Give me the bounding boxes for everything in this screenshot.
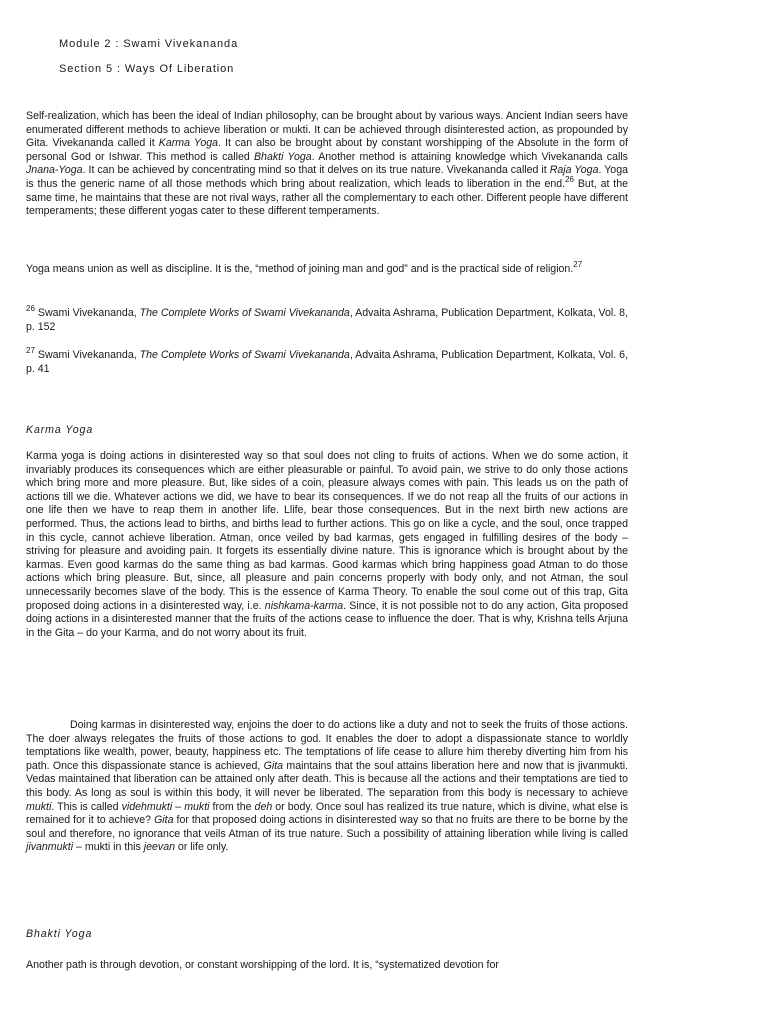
yoga-definition-paragraph: Yoga means union as well as discipline. It is the, “method of joining man and god” and is the practical side of religion.$^{27}$ — [26, 260, 583, 275]
term-raja-yoga: Raja Yoga — [549, 164, 599, 177]
footnote-title: The Complete Works of Swami Vivekananda — [139, 307, 350, 319]
footnote-27: $^{27}$ Swami Vivekananda, The Complete Works of Swami Vivekananda, Advaita Ashrama, Publication Department, Kolkata, Vol. 6, p. 41 — [26, 346, 629, 375]
karma-paragraph-2: Doing karmas in disinterested way, enjoins the doer to do actions like a duty and not to seek the fruits of those actions. The doer always relegates the fruits of those actions to god. It enables the doer to adopt a dispassionate stance to worldly temptations like wealth, power, beauty, happiness etc. The temptations of life cease to allure him thereby diverting him from his path. Once this dispassionate stance is achieved, Gita maintains that the soul attains liberation here and now that is jivanmukti. Vedas maintained that liberation can be attained only after death. This is because all the actions and their temptations are tied to this body. As long as soul is within this body, it will never be liberated. The separation from this body is necessary to achieve mukti. This is called videhmukti – mukti from the deh or body. Once soul has realized its true nature, which is divine, what else is remained for it to achieve? Gita for that proposed doing actions in disinterested way so that no fruits are there to be borne by the soul and therefore, no ignorance that veils Atman of its true nature. Such a possibility of attaining liberation while living is called jivanmukti – mukti in this jeevan or life only. — [26, 719, 629, 854]
footnote-ref-27: 27 — [573, 260, 583, 269]
bhakti-paragraph-1: Another path is through devotion, or constant worshipping of the lord. It is, “systematized devotion for — [26, 959, 499, 971]
heading-bhakti-yoga: Bhakti Yoga — [26, 928, 93, 940]
intro-paragraph: Self-realization, which has been the ideal of Indian philosophy, can be brought about by various ways. Ancient Indian seers have enumerated different methods to achieve liberation or mukti. It can be achieved through disinterested action, as propounded by Gita. Vivekananda called it Karma Yoga. It can also be brought about by constant worshipping of the Absolute in the form of personal God or Ishwar. This method is called Bhakti Yoga. Another method is attaining knowledge which Vivekananda calls Jnana-Yoga. It can be achieved by concentrating mind so that it delves on its true nature. Vivekananda called it Raja Yoga. Yoga is thus the generic name of all those methods which bring about realization, which leads to liberation in the end.$^{26}$ But, at the same time, he maintains that these are not rival ways, rather all the complementary to each other. Different people have different temperaments; these different yogas cater to these different temperaments. — [26, 110, 628, 218]
footnote-ref-26: 26 — [565, 174, 575, 184]
module-title: Module 2 : Swami Vivekananda — [59, 38, 239, 50]
section-title: Section 5 : Ways Of Liberation — [59, 63, 235, 75]
footnote-title: The Complete Works of Swami Vivekananda — [139, 349, 350, 361]
term-jnana-yoga: Jnana-Yoga — [26, 164, 83, 177]
term-bhakti-yoga: Bhakti Yoga — [253, 150, 312, 163]
karma-paragraph-1: Karma yoga is doing actions in disinterested way so that soul does not cling to fruits of actions. When we do some action, it invariably produces its consequences which are either pleasurable or painful. To avoid pain, we strive to do only those actions which bring more and more pleasure. But, like sides of a coin, pleasure always comes with pain. This leads us on the path of actions till we die. Whatever actions we did, we have to bear its consequences. If we do not reap all the fruits of our actions in one life then we have to reap them in another life. Llife, bear those consequences. But in the next birth new actions are performed. Thus, the actions lead to births, and births lead to further actions. This go on like a cycle, and the soul, once trapped in this cycle, cannot achieve liberation. Atman, once veiled by bad karmas, gets engaged in fulfilling desires of the body – striving for pleasure and avoiding pain. It forgets its essentially divine nature. This is ignorance which is brought about by the karmas. Even good karmas do the same thing as bad karmas. Good karmas which bring happiness goad Atman to do those actions which bring pleasure. But, since, all pleasure and pain concerns properly with body only, and not Atman, the soul unnecessarily becomes slave of the body. This is the essence of Karma Theory. To enable the soul come out of this trap, Gita proposed doing actions in a disinterested way, i.e. nishkama-karma. Since, it is not possible not to do any action, Gita proposed doing actions in a disinterested manner that the fruits of the actions cease to influence the doer. That is why, Krishna tells Arjuna in the Gita – do your Karma, and do not worry about its fruit. — [26, 450, 628, 639]
term-karma-yoga: Karma Yoga — [158, 137, 219, 150]
footnote-26: $^{26}$ Swami Vivekananda, The Complete Works of Swami Vivekananda, Advaita Ashrama, Publication Department, Kolkata, Vol. 8, p. 152 — [26, 304, 629, 333]
term-nishkama-karma: nishkama-karma — [264, 599, 344, 612]
heading-karma-yoga: Karma Yoga — [26, 424, 94, 436]
